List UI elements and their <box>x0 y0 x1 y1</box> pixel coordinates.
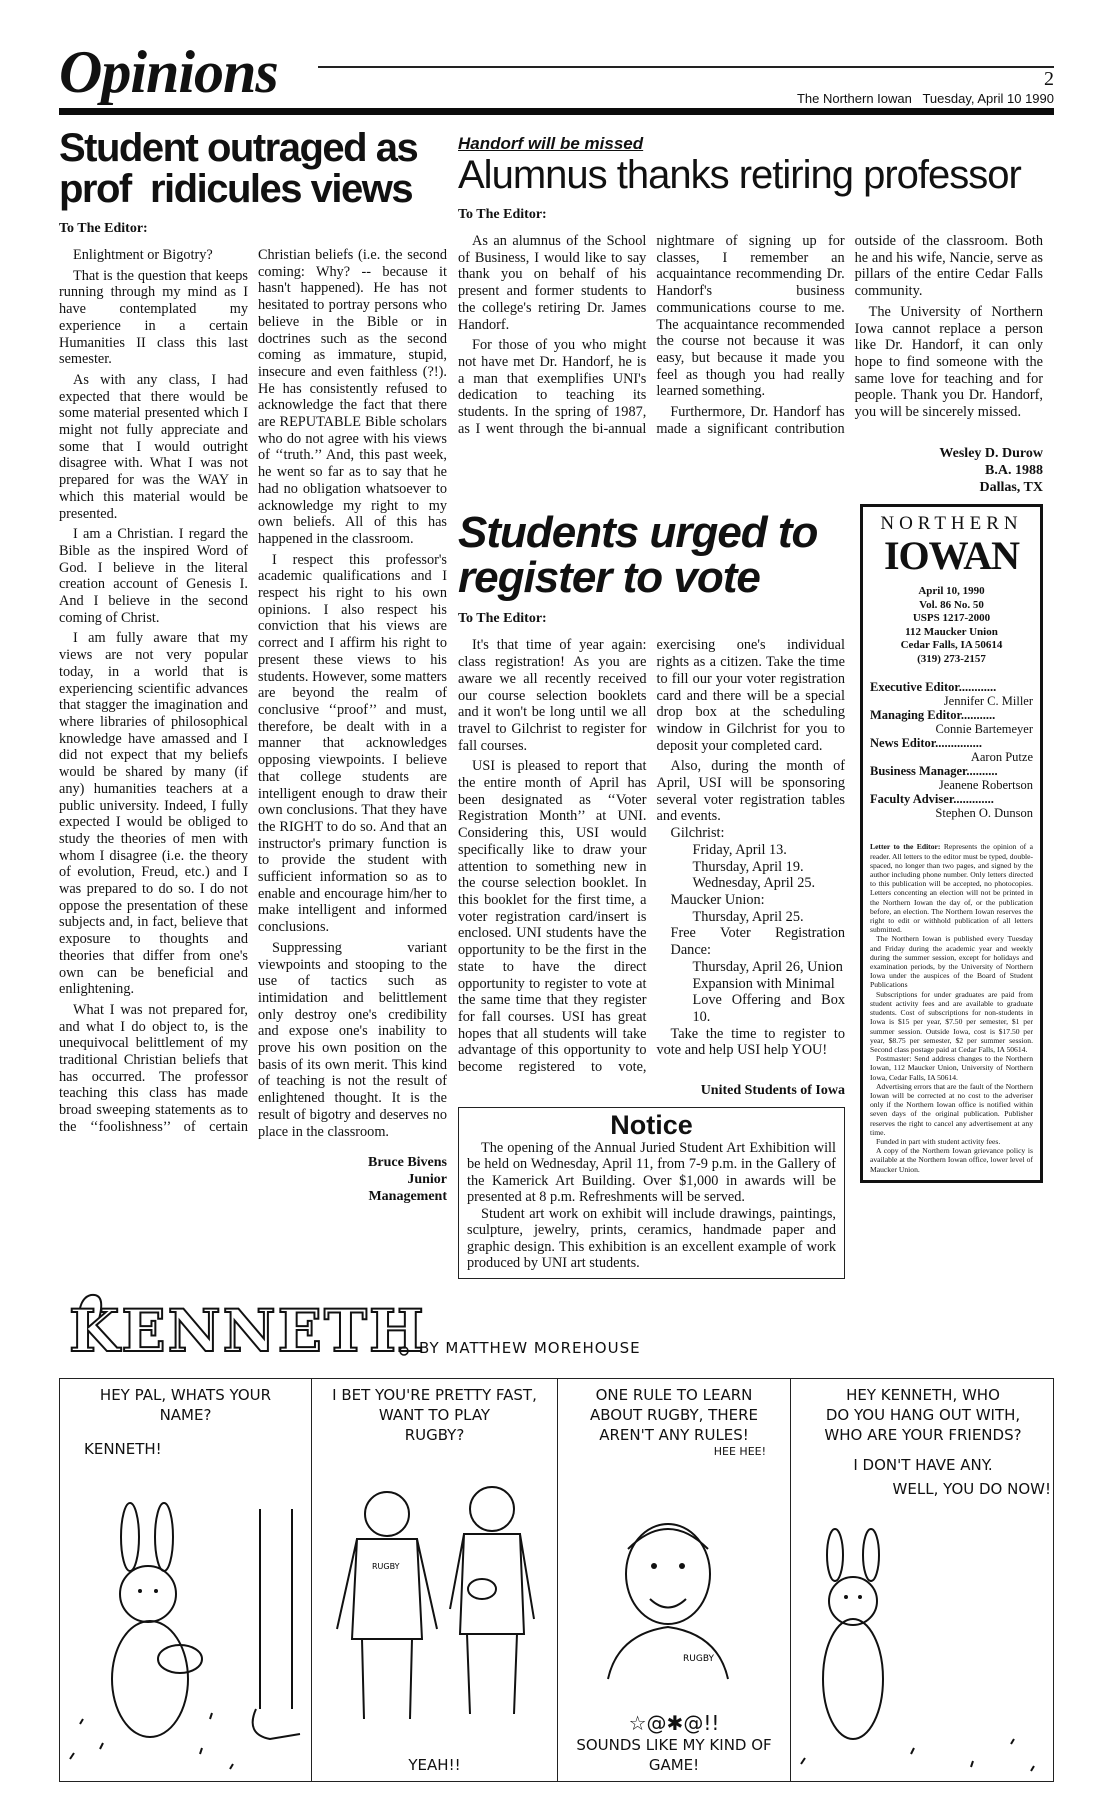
paragraph: Furthermore, Dr. Handorf has made a significant contribution outside of the classroom. Both he and his wife, Nancie, serve as pillars of the entire Cedar Falls community. <box>656 233 1043 437</box>
staff-name: Jennifer C. Miller <box>943 694 1033 709</box>
speech-line: DO YOU HANG OUT WITH, <box>825 1405 1021 1424</box>
fine-print <box>870 842 1033 1173</box>
speech-line: ONE RULE TO LEARN <box>595 1385 753 1404</box>
paragraph: Suppressing variant viewpoints and stooping to the use of tactics such as intimidation and belittlement only destroy one's credibility and expose one's inability to prove his own position on the basis of its own merit. This kind of teaching is not the result of enlightened thought. It is the result of bigotry and deserves no place in the classroom. <box>258 939 447 1140</box>
comic-panel-4 <box>791 1379 1055 1781</box>
fine-paragraph: A copy of the Northern Iowan grievance policy is available at the Northern Iowan office, lower level of Maucker Union. <box>870 1146 1033 1174</box>
fine-paragraph: The Northern Iowan is published every Tuesday and Friday during the academic year and weekly during the summer session, except for holidays and examination periods, by the University of Northern Iowa under the auspices of the Board of Student Publications <box>870 934 1033 990</box>
paragraph: It's that time of year again: class registration! As you are aware we all recently received our course selection booklets and it won't be long until we all travel to Gilchrist to register for fall courses. <box>458 637 647 754</box>
masthead-name-top: NORTHERN <box>880 513 1023 535</box>
signature-line: B.A. 1988 <box>985 463 1043 479</box>
header-bar <box>59 108 1054 115</box>
comic-panel-3 <box>558 1379 791 1781</box>
staff-role: Executive Editor............ <box>870 680 997 695</box>
speech-reply: YEAH!! <box>408 1755 461 1774</box>
fine-paragraph <box>870 842 1033 934</box>
fine-text: Represents the opinion of a reader. All letters to the editor must be typed, double-spaced, no longer than two pages, and signed by the author including phone number. Only letters directed to this publication will be accepted, no photocopies. Letters concenting an election will not be printed in the Northern Iowan the day of, or the publication before, an election. The Northern Iowan reserves the right to edit or withhold publication of all letters submitted. <box>870 842 1033 935</box>
speech-bubble <box>562 1385 786 1459</box>
lower-right-row <box>458 504 1043 1278</box>
schedule-line: Expansion with Minimal <box>692 975 835 992</box>
signature-name: Wesley D. Durow <box>939 446 1043 462</box>
paragraph: I am fully aware that my views are not very popular today, in a world that is experiencing scientific advances that stagger the imagination and where libraries of philosophical knowledge have amassed and I did not expect that my beliefs would be shared by many (if any) humanities teachers at a public university. Indeed, I fully expected I would be obliged to study the theories of men with whom I disagree (i.e. the theory of evolution, Freud, etc.) and I was prepared to do so. I do not oppose the presentation of these subjects and, in fact, believe that exposure to thoughts and theories that differ from one's own can be beneficial and enlightening. <box>59 630 248 998</box>
letter2-salutation: To The Editor: <box>458 207 547 222</box>
paragraph: Enlightment or Bigotry? <box>73 247 213 263</box>
info-line: Vol. 86 No. 50 <box>919 598 984 611</box>
letter3-body <box>458 637 845 1075</box>
speech-line: AREN'T ANY RULES! <box>599 1425 749 1444</box>
fine-paragraph: Postmaster: Send address changes to the Northern Iowan, 112 Maucker Union, University of Northern Iowa, Cedar Falls, IA 50614. <box>870 1054 1033 1082</box>
staff-name: Jeanene Robertson <box>938 778 1033 793</box>
dateline: The Northern Iowan Tuesday, April 10 1990 <box>796 91 1054 106</box>
info-line: Cedar Falls, IA 50614 <box>900 639 1003 652</box>
speech-line: RUGBY? <box>404 1425 465 1444</box>
info-line: USPS 1217-2000 <box>912 612 991 625</box>
schedule-line: Thursday, April 26, Union <box>692 958 843 975</box>
letter2-signature <box>458 445 1043 496</box>
signature-line: Junior <box>407 1172 447 1188</box>
masthead-info <box>870 585 1033 666</box>
masthead-box <box>860 504 1043 1182</box>
paragraph: What I was not prepared for, and what I do object to, is the unequivocal belittlement of my traditional Christian beliefs that has occurred. The professor teaching this class has made broad sweeping statements as to the ‘‘foolishness’’ of certain Christian beliefs (i.e. the second coming: Why? -- because it hasn't happened). He has not hesitated to portray persons who believe in the Bible or in doctrines such as the second coming as immature, stupid, insecure and even faithless (?!). He has consistently refused to acknowledge the fact that there are REPUTABLE Bible scholars who do not agree with his views of ‘‘truth.’’ And, this past week, he went so far as to say that he had no obligation whatsoever to acknowledge my right to my own beliefs. All of this has happened in the classroom. <box>59 247 447 1135</box>
notice-title: Notice <box>610 1109 693 1140</box>
paragraph: That is the question that keeps running through my mind as I have contemplated my experience in a certain Humanities II class this last semester. <box>59 267 248 368</box>
paragraph: Take the time to register to vote and help USI help YOU! <box>656 1025 845 1059</box>
fine-paragraph: Funded in part with student activity fees. <box>876 1136 1001 1146</box>
letter2-headline: Alumnus thanks retiring professor <box>458 153 1021 197</box>
schedule-line: Free Voter Registration Dance: <box>670 925 845 959</box>
staff-role: News Editor............... <box>870 736 983 751</box>
staff-name: Stephen O. Dunson <box>935 806 1033 821</box>
info-line: (319) 273-2157 <box>917 652 986 665</box>
section-title: Opinions <box>59 39 278 105</box>
letter1-body <box>59 247 447 1140</box>
schedule-line: Maucker Union: <box>670 891 765 908</box>
masthead-name-bottom: IOWAN <box>883 533 1020 579</box>
letter3-signature: United Students of Iowa <box>700 1082 845 1098</box>
fine-label: Letter to the Editor: <box>870 842 941 852</box>
schedule-line: Wednesday, April 25. <box>692 875 816 892</box>
notice-box <box>458 1107 845 1279</box>
staff-role: Business Manager.......... <box>870 764 998 779</box>
speech-line: WHO ARE YOUR FRIENDS? <box>824 1425 1022 1444</box>
comic-byline: BY MATTHEW MOREHOUSE <box>419 1338 641 1357</box>
letter1-signature <box>59 1154 447 1205</box>
paragraph: As an alumnus of the School of Business, I would like to say thank you on behalf of his present and former students to the college's retiring Dr. James Handorf. <box>458 233 647 333</box>
paragraph: USI is pleased to report that the entire month of April has been designated as ‘‘Voter Registration Month’’ at UNI. Considering this, USI would specifically like to draw your attention to something new in the course selection booklet. In this booklet for the first time, a voter registration card/insert is enclosed. UNI students have the opportunity to be the first in the state to have the direct opportunity to register to vote at the same time that they register for fall courses. USI has great hopes that all students will take advantage of this opportunity to become registered to vote, exercising one's individual rights as a citizen. Take the time to fill our your voter registration card and there will be a special drop box at the scheduling window in Gilchrist for you to deposit your completed card. <box>458 637 845 1076</box>
letter3-salutation: To The Editor: <box>458 611 547 627</box>
info-line: 112 Maucker Union <box>905 625 998 638</box>
speech-bubble <box>795 1385 1051 1499</box>
page-body <box>59 128 1043 1279</box>
headline-line: prof ridicules views <box>59 167 413 211</box>
letter2-body <box>458 233 1043 437</box>
paragraph: As with any class, I had expected that there would be some material presented which I might not fully appreciate and some that I would outright disagree with. What I was not prepared for was the WAY in which this material would be presented. <box>59 371 248 522</box>
comic-title-text: KENNETH <box>69 1296 426 1365</box>
paragraph: I respect this professor's academic qualifications and I respect his right to his own opinions. I also respect his conviction that his views are correct and I affirm his right to present these views to his students. However, some matters are beyond the realm of conclusive ‘‘proof’’ and must, therefore, be dealt with in a manner that acknowledges opposing viewpoints. I believe that college students are intelligent enough to draw their own conclusions. That they have the RIGHT to do so. And that an instructor's primary function is to provide the student with sufficient information so as to enable and encourage him/her to make intelligent and informed conclusions. <box>258 551 447 936</box>
letter1 <box>59 128 447 1205</box>
header-rule <box>318 66 1054 68</box>
speech-line: HEY KENNETH, WHO <box>846 1385 1000 1404</box>
speech-bubble <box>64 1385 307 1459</box>
speech-line: ABOUT RUGBY, THERE <box>589 1405 759 1424</box>
page-number: 2 <box>1044 68 1054 90</box>
staff-role: Faculty Adviser............. <box>870 792 994 807</box>
letter3-headline <box>458 508 845 603</box>
notice-paragraph: Student art work on exhibit will include drawings, paintings, sculpture, jewelry, prints, ceramics, handmade paper and graphic design. This exhibition is an excellent example of work produced by UNI art students. <box>467 1205 836 1272</box>
paragraph: Also, during the month of April, USI will be sponsoring several voter registration tables and events. <box>656 758 845 825</box>
schedule-line: Gilchrist: <box>670 825 725 842</box>
letter3 <box>458 504 845 1278</box>
speech-reply-2: WELL, YOU DO NOW! <box>892 1479 1051 1498</box>
right-area <box>458 128 1043 1279</box>
headline-line: register to vote <box>458 553 760 603</box>
speech-reply: I DON'T HAVE ANY. <box>853 1455 993 1474</box>
paragraph: The University of Northern Iowa cannot replace a person like Dr. Handorf, it can only hope to find someone with the same love for teaching and for people. Thank you Dr. Handorf, you will be sincerely missed. <box>854 303 1043 421</box>
shirt-label: RUGBY <box>372 1561 400 1571</box>
schedule-line: Love Offering and Box 10. <box>692 992 845 1025</box>
signature-name: Bruce Bivens <box>368 1155 447 1171</box>
letter1-salutation: To The Editor: <box>59 221 148 236</box>
page-header <box>59 0 1054 118</box>
shirt-label: RUGBY <box>683 1653 714 1664</box>
staff-list <box>870 680 1033 820</box>
speech-line: HEY PAL, WHATS YOUR <box>99 1385 272 1404</box>
speech-reply: KENNETH! <box>84 1439 162 1458</box>
comic-strip <box>59 1378 1054 1782</box>
staff-name: Connie Bartemeyer <box>935 722 1033 737</box>
speech-bottom <box>562 1711 786 1775</box>
notice-paragraph: The opening of the Annual Juried Student Art Exhibition will be held on Wednesday, April 11, from 7-9 p.m. in the Gallery of the Kamerick Art Building. Over $1,000 in awards will be presented at 8 p.m. Refreshments will be served. <box>467 1139 836 1206</box>
speech-line: WANT TO PLAY <box>378 1405 491 1424</box>
info-line: April 10, 1990 <box>918 585 985 598</box>
speech-line: NAME? <box>159 1405 212 1424</box>
schedule-line: Friday, April 13. <box>692 841 787 858</box>
letter2-kicker: Handorf will be missed <box>458 134 644 153</box>
comic-panel-2 <box>312 1379 558 1781</box>
schedule-line: Thursday, April 25. <box>692 908 804 925</box>
comic-logo <box>59 1289 679 1369</box>
signature-line: Management <box>368 1189 447 1205</box>
curse-symbols: ☆@✱@!! <box>628 1710 720 1735</box>
headline-line: Students urged to <box>458 508 818 558</box>
signature-line: Dallas, TX <box>979 480 1043 496</box>
schedule-line: Thursday, April 19. <box>692 858 804 875</box>
speech-line: I BET YOU'RE PRETTY FAST, <box>332 1385 537 1404</box>
comic-panel-1 <box>60 1379 312 1781</box>
staff-role: Managing Editor........... <box>870 708 996 723</box>
paragraph: I am a Christian. I regard the Bible as the inspired Word of God. I believe in the literal creation account of Genesis I. And I believe in the second coming of Christ. <box>59 526 248 626</box>
headline-line: Student outraged as <box>59 126 418 170</box>
comic-title <box>59 1289 1054 1374</box>
staff-name: Aaron Putze <box>970 750 1033 765</box>
speech-bubble <box>316 1385 553 1445</box>
fine-paragraph: Subscriptions for under graduates are paid from student activity fees and are available to graduate students. Cost of subscriptions for non-students in Iowa is $15 per year, $7.50 per semester, $1 per summer session. Outside Iowa, cost is $17.50 per year, $8.75 per semester, $2 per summer session. Second class postage paid at Cedar Falls, IA 50614. <box>870 989 1033 1054</box>
paragraph: For those of you who might not have met Dr. Handorf, he is a man that exemplifies UNI's dedication to teaching its students. In the spring of 1987, as I went through the bi-annual nightmare of signing up for classes, I remember an acquaintance recommending Dr. Handorf's business communications course to me. The acquaintance recommended the course not because it was easy, but because it made you feel as though you had really learned something. <box>458 233 845 437</box>
speech-reply: SOUNDS LIKE MY KIND OF GAME! <box>576 1735 772 1774</box>
letter1-headline <box>59 128 447 210</box>
fine-paragraph: Advertising errors that are the fault of the Northern Iowan will be corrected at no cost to the adveriser only if the Northern Iowan office is notified within seven days of the original publication. Publisher reserves the right to cancel any advertisement at any time. <box>870 1081 1033 1137</box>
speech-aside: HEE HEE! <box>713 1444 766 1458</box>
